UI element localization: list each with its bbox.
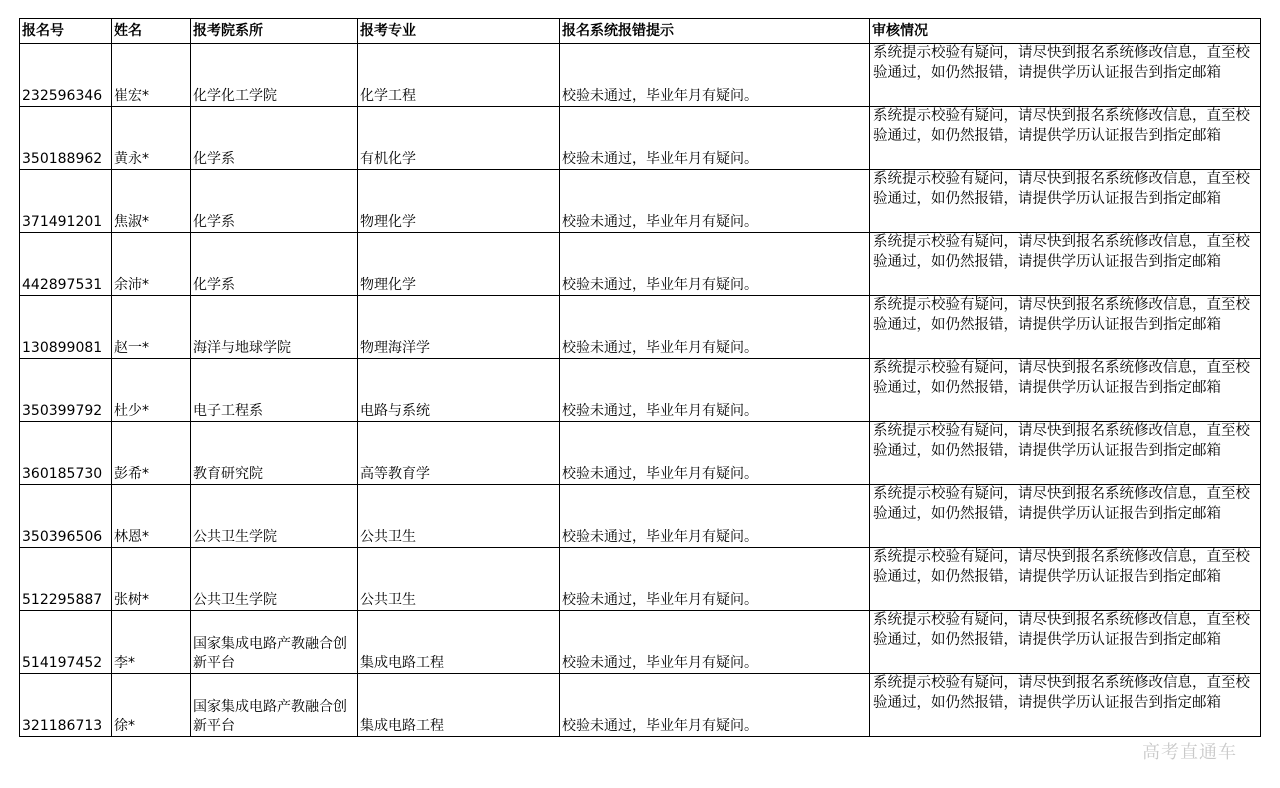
cell-dept: 公共卫生学院 xyxy=(191,548,358,611)
cell-name: 彭希* xyxy=(112,422,191,485)
cell-dept: 化学化工学院 xyxy=(191,44,358,107)
table-row xyxy=(20,233,1261,296)
cell-name: 杜少* xyxy=(112,359,191,422)
cell-dept: 海洋与地球学院 xyxy=(191,296,358,359)
header-error: 报名系统报错提示 xyxy=(560,19,870,44)
cell-id: 350188962 xyxy=(20,107,112,170)
table-row xyxy=(20,422,1261,485)
cell-review: 系统提示校验有疑问，请尽快到报名系统修改信息，直至校验通过，如仍然报错，请提供学历认证报告到指定邮箱 xyxy=(870,44,1261,107)
registration-table xyxy=(19,18,1261,737)
cell-review: 系统提示校验有疑问，请尽快到报名系统修改信息，直至校验通过，如仍然报错，请提供学历认证报告到指定邮箱 xyxy=(870,170,1261,233)
cell-dept: 国家集成电路产教融合创新平台 xyxy=(191,611,358,674)
cell-error: 校验未通过，毕业年月有疑问。 xyxy=(560,611,870,674)
cell-review: 系统提示校验有疑问，请尽快到报名系统修改信息，直至校验通过，如仍然报错，请提供学历认证报告到指定邮箱 xyxy=(870,107,1261,170)
cell-name: 焦淑* xyxy=(112,170,191,233)
header-name: 姓名 xyxy=(112,19,191,44)
table-row xyxy=(20,170,1261,233)
cell-major: 物理化学 xyxy=(358,170,560,233)
cell-id: 130899081 xyxy=(20,296,112,359)
cell-error: 校验未通过，毕业年月有疑问。 xyxy=(560,170,870,233)
cell-id: 321186713 xyxy=(20,674,112,737)
table-row xyxy=(20,359,1261,422)
table-row xyxy=(20,296,1261,359)
cell-id: 371491201 xyxy=(20,170,112,233)
cell-error: 校验未通过，毕业年月有疑问。 xyxy=(560,485,870,548)
cell-review: 系统提示校验有疑问，请尽快到报名系统修改信息，直至校验通过，如仍然报错，请提供学历认证报告到指定邮箱 xyxy=(870,611,1261,674)
cell-review: 系统提示校验有疑问，请尽快到报名系统修改信息，直至校验通过，如仍然报错，请提供学历认证报告到指定邮箱 xyxy=(870,359,1261,422)
cell-review: 系统提示校验有疑问，请尽快到报名系统修改信息，直至校验通过，如仍然报错，请提供学历认证报告到指定邮箱 xyxy=(870,296,1261,359)
header-dept: 报考院系所 xyxy=(191,19,358,44)
watermark: 高考直通车 xyxy=(1142,742,1237,763)
cell-id: 360185730 xyxy=(20,422,112,485)
table-row xyxy=(20,674,1261,737)
cell-major: 公共卫生 xyxy=(358,548,560,611)
cell-id: 350399792 xyxy=(20,359,112,422)
cell-id: 512295887 xyxy=(20,548,112,611)
cell-dept: 化学系 xyxy=(191,107,358,170)
cell-id: 350396506 xyxy=(20,485,112,548)
cell-review: 系统提示校验有疑问，请尽快到报名系统修改信息，直至校验通过，如仍然报错，请提供学历认证报告到指定邮箱 xyxy=(870,422,1261,485)
table-row xyxy=(20,548,1261,611)
cell-major: 电路与系统 xyxy=(358,359,560,422)
cell-name: 李* xyxy=(112,611,191,674)
cell-major: 有机化学 xyxy=(358,107,560,170)
cell-major: 公共卫生 xyxy=(358,485,560,548)
cell-name: 张树* xyxy=(112,548,191,611)
cell-name: 黄永* xyxy=(112,107,191,170)
cell-error: 校验未通过，毕业年月有疑问。 xyxy=(560,422,870,485)
cell-error: 校验未通过，毕业年月有疑问。 xyxy=(560,674,870,737)
cell-error: 校验未通过，毕业年月有疑问。 xyxy=(560,44,870,107)
cell-review: 系统提示校验有疑问，请尽快到报名系统修改信息，直至校验通过，如仍然报错，请提供学历认证报告到指定邮箱 xyxy=(870,233,1261,296)
table-body xyxy=(20,44,1261,737)
cell-dept: 公共卫生学院 xyxy=(191,485,358,548)
cell-major: 集成电路工程 xyxy=(358,611,560,674)
cell-error: 校验未通过，毕业年月有疑问。 xyxy=(560,107,870,170)
cell-major: 物理化学 xyxy=(358,233,560,296)
cell-dept: 化学系 xyxy=(191,170,358,233)
header-major: 报考专业 xyxy=(358,19,560,44)
table-row xyxy=(20,44,1261,107)
cell-major: 集成电路工程 xyxy=(358,674,560,737)
cell-major: 化学工程 xyxy=(358,44,560,107)
header-row xyxy=(20,19,1261,44)
cell-name: 崔宏* xyxy=(112,44,191,107)
cell-error: 校验未通过，毕业年月有疑问。 xyxy=(560,233,870,296)
header-id: 报名号 xyxy=(20,19,112,44)
cell-name: 林恩* xyxy=(112,485,191,548)
cell-review: 系统提示校验有疑问，请尽快到报名系统修改信息，直至校验通过，如仍然报错，请提供学历认证报告到指定邮箱 xyxy=(870,548,1261,611)
cell-review: 系统提示校验有疑问，请尽快到报名系统修改信息，直至校验通过，如仍然报错，请提供学历认证报告到指定邮箱 xyxy=(870,485,1261,548)
cell-error: 校验未通过，毕业年月有疑问。 xyxy=(560,548,870,611)
cell-review: 系统提示校验有疑问，请尽快到报名系统修改信息，直至校验通过，如仍然报错，请提供学历认证报告到指定邮箱 xyxy=(870,674,1261,737)
cell-dept: 教育研究院 xyxy=(191,422,358,485)
cell-id: 232596346 xyxy=(20,44,112,107)
cell-name: 余沛* xyxy=(112,233,191,296)
cell-dept: 电子工程系 xyxy=(191,359,358,422)
cell-dept: 化学系 xyxy=(191,233,358,296)
cell-major: 物理海洋学 xyxy=(358,296,560,359)
cell-major: 高等教育学 xyxy=(358,422,560,485)
cell-name: 徐* xyxy=(112,674,191,737)
cell-id: 514197452 xyxy=(20,611,112,674)
table-row xyxy=(20,107,1261,170)
cell-id: 442897531 xyxy=(20,233,112,296)
cell-error: 校验未通过，毕业年月有疑问。 xyxy=(560,296,870,359)
table-row xyxy=(20,611,1261,674)
cell-error: 校验未通过，毕业年月有疑问。 xyxy=(560,359,870,422)
table-row xyxy=(20,485,1261,548)
cell-name: 赵一* xyxy=(112,296,191,359)
cell-dept: 国家集成电路产教融合创新平台 xyxy=(191,674,358,737)
header-review: 审核情况 xyxy=(870,19,1261,44)
